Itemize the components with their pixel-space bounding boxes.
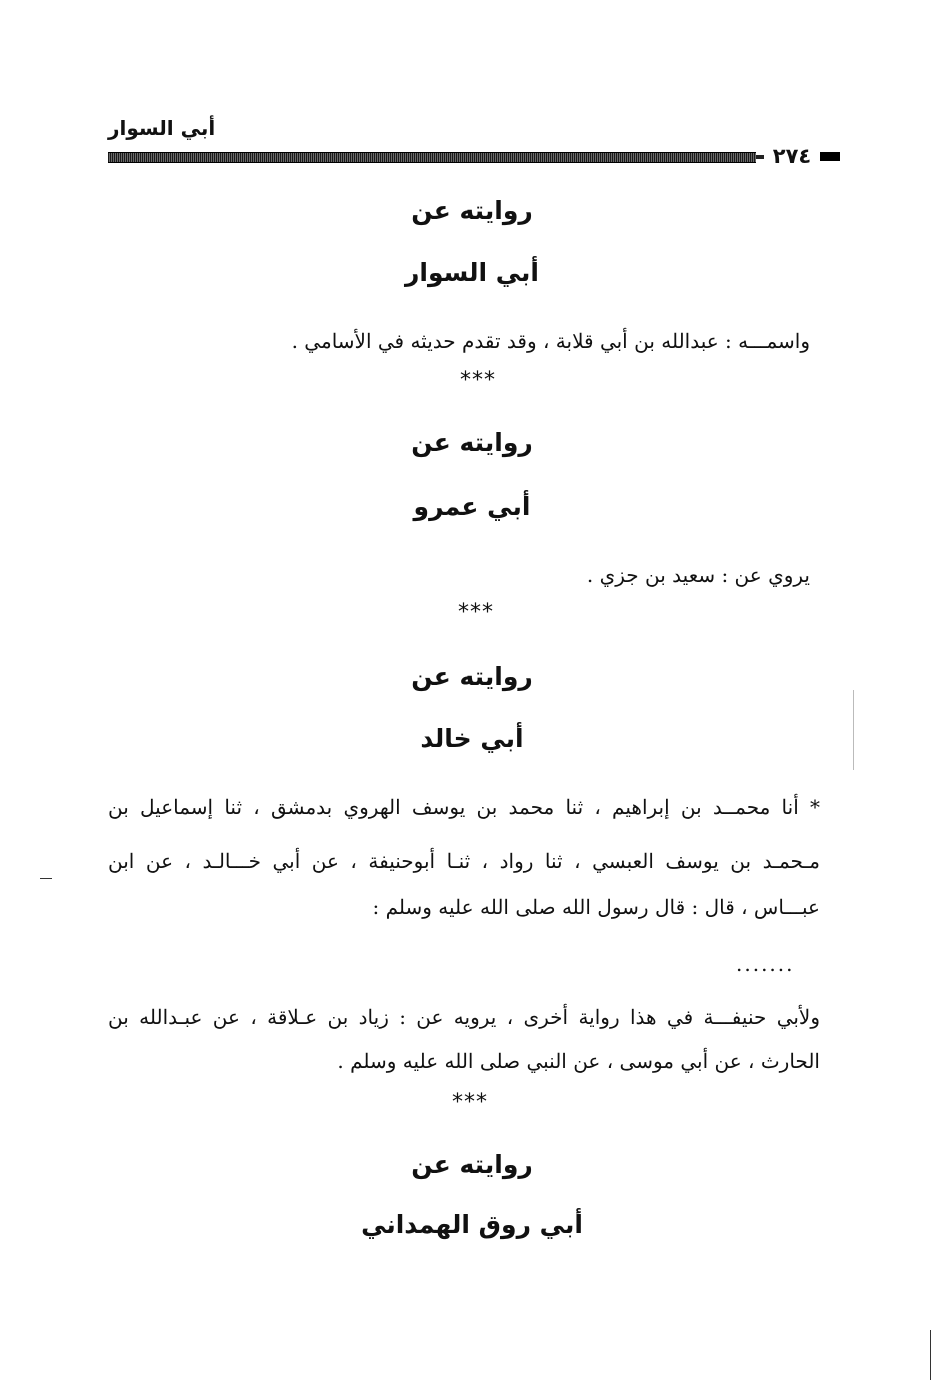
section-heading: روايته عن bbox=[411, 428, 533, 457]
scan-mark bbox=[853, 690, 854, 770]
scan-mark bbox=[40, 878, 52, 879]
body-line: مـحمـد بن يوسف العبسي ، ثنا رواد ، ثنـا أبوحنيفة ، عن أبي خـــالـد ، عن ابن bbox=[108, 849, 820, 873]
body-line: الحارث ، عن أبي موسى ، عن النبي صلى الله عليه وسلم . bbox=[337, 1049, 820, 1073]
page-number: ٢٧٤ bbox=[772, 144, 812, 168]
body-line: ولأبي حنيفـــة في هذا رواية أخرى ، يرويه عن : زياد بن عـلاقة ، عن عبـدالله بن bbox=[108, 1005, 820, 1029]
running-title: أبي السوار bbox=[108, 116, 216, 140]
body-line: عبـــاس ، قال : قال رسول الله صلى الله عليه وسلم : bbox=[372, 895, 820, 919]
section-separator: *** bbox=[458, 600, 494, 625]
section-heading: روايته عن bbox=[411, 1150, 533, 1179]
body-line: يروي عن : سعيد بن جزي . bbox=[586, 563, 810, 587]
section-subheading: أبي خالد bbox=[420, 724, 524, 753]
section-heading: روايته عن bbox=[411, 662, 533, 691]
section-subheading: أبي روق الهمداني bbox=[361, 1210, 583, 1239]
section-separator: *** bbox=[460, 368, 496, 393]
section-subheading: أبي السوار bbox=[405, 258, 539, 287]
section-separator: *** bbox=[452, 1090, 488, 1115]
header-rule bbox=[108, 152, 756, 163]
section-heading: روايته عن bbox=[411, 196, 533, 225]
scan-mark bbox=[930, 1330, 931, 1380]
header-rule-right-bar bbox=[820, 152, 840, 161]
ellipsis: ....... bbox=[736, 952, 795, 976]
body-line: واسمـــه : عبدالله بن أبي قلابة ، وقد تقدم حديثه في الأسامي . bbox=[291, 329, 810, 353]
header-rule-end bbox=[756, 155, 764, 159]
section-subheading: أبي عمرو bbox=[413, 492, 531, 521]
body-line: * أنا محمــد بن إبراهيم ، ثنا محمد بن يوسف الهروي بدمشق ، ثنا إسماعيل بن bbox=[108, 795, 821, 819]
